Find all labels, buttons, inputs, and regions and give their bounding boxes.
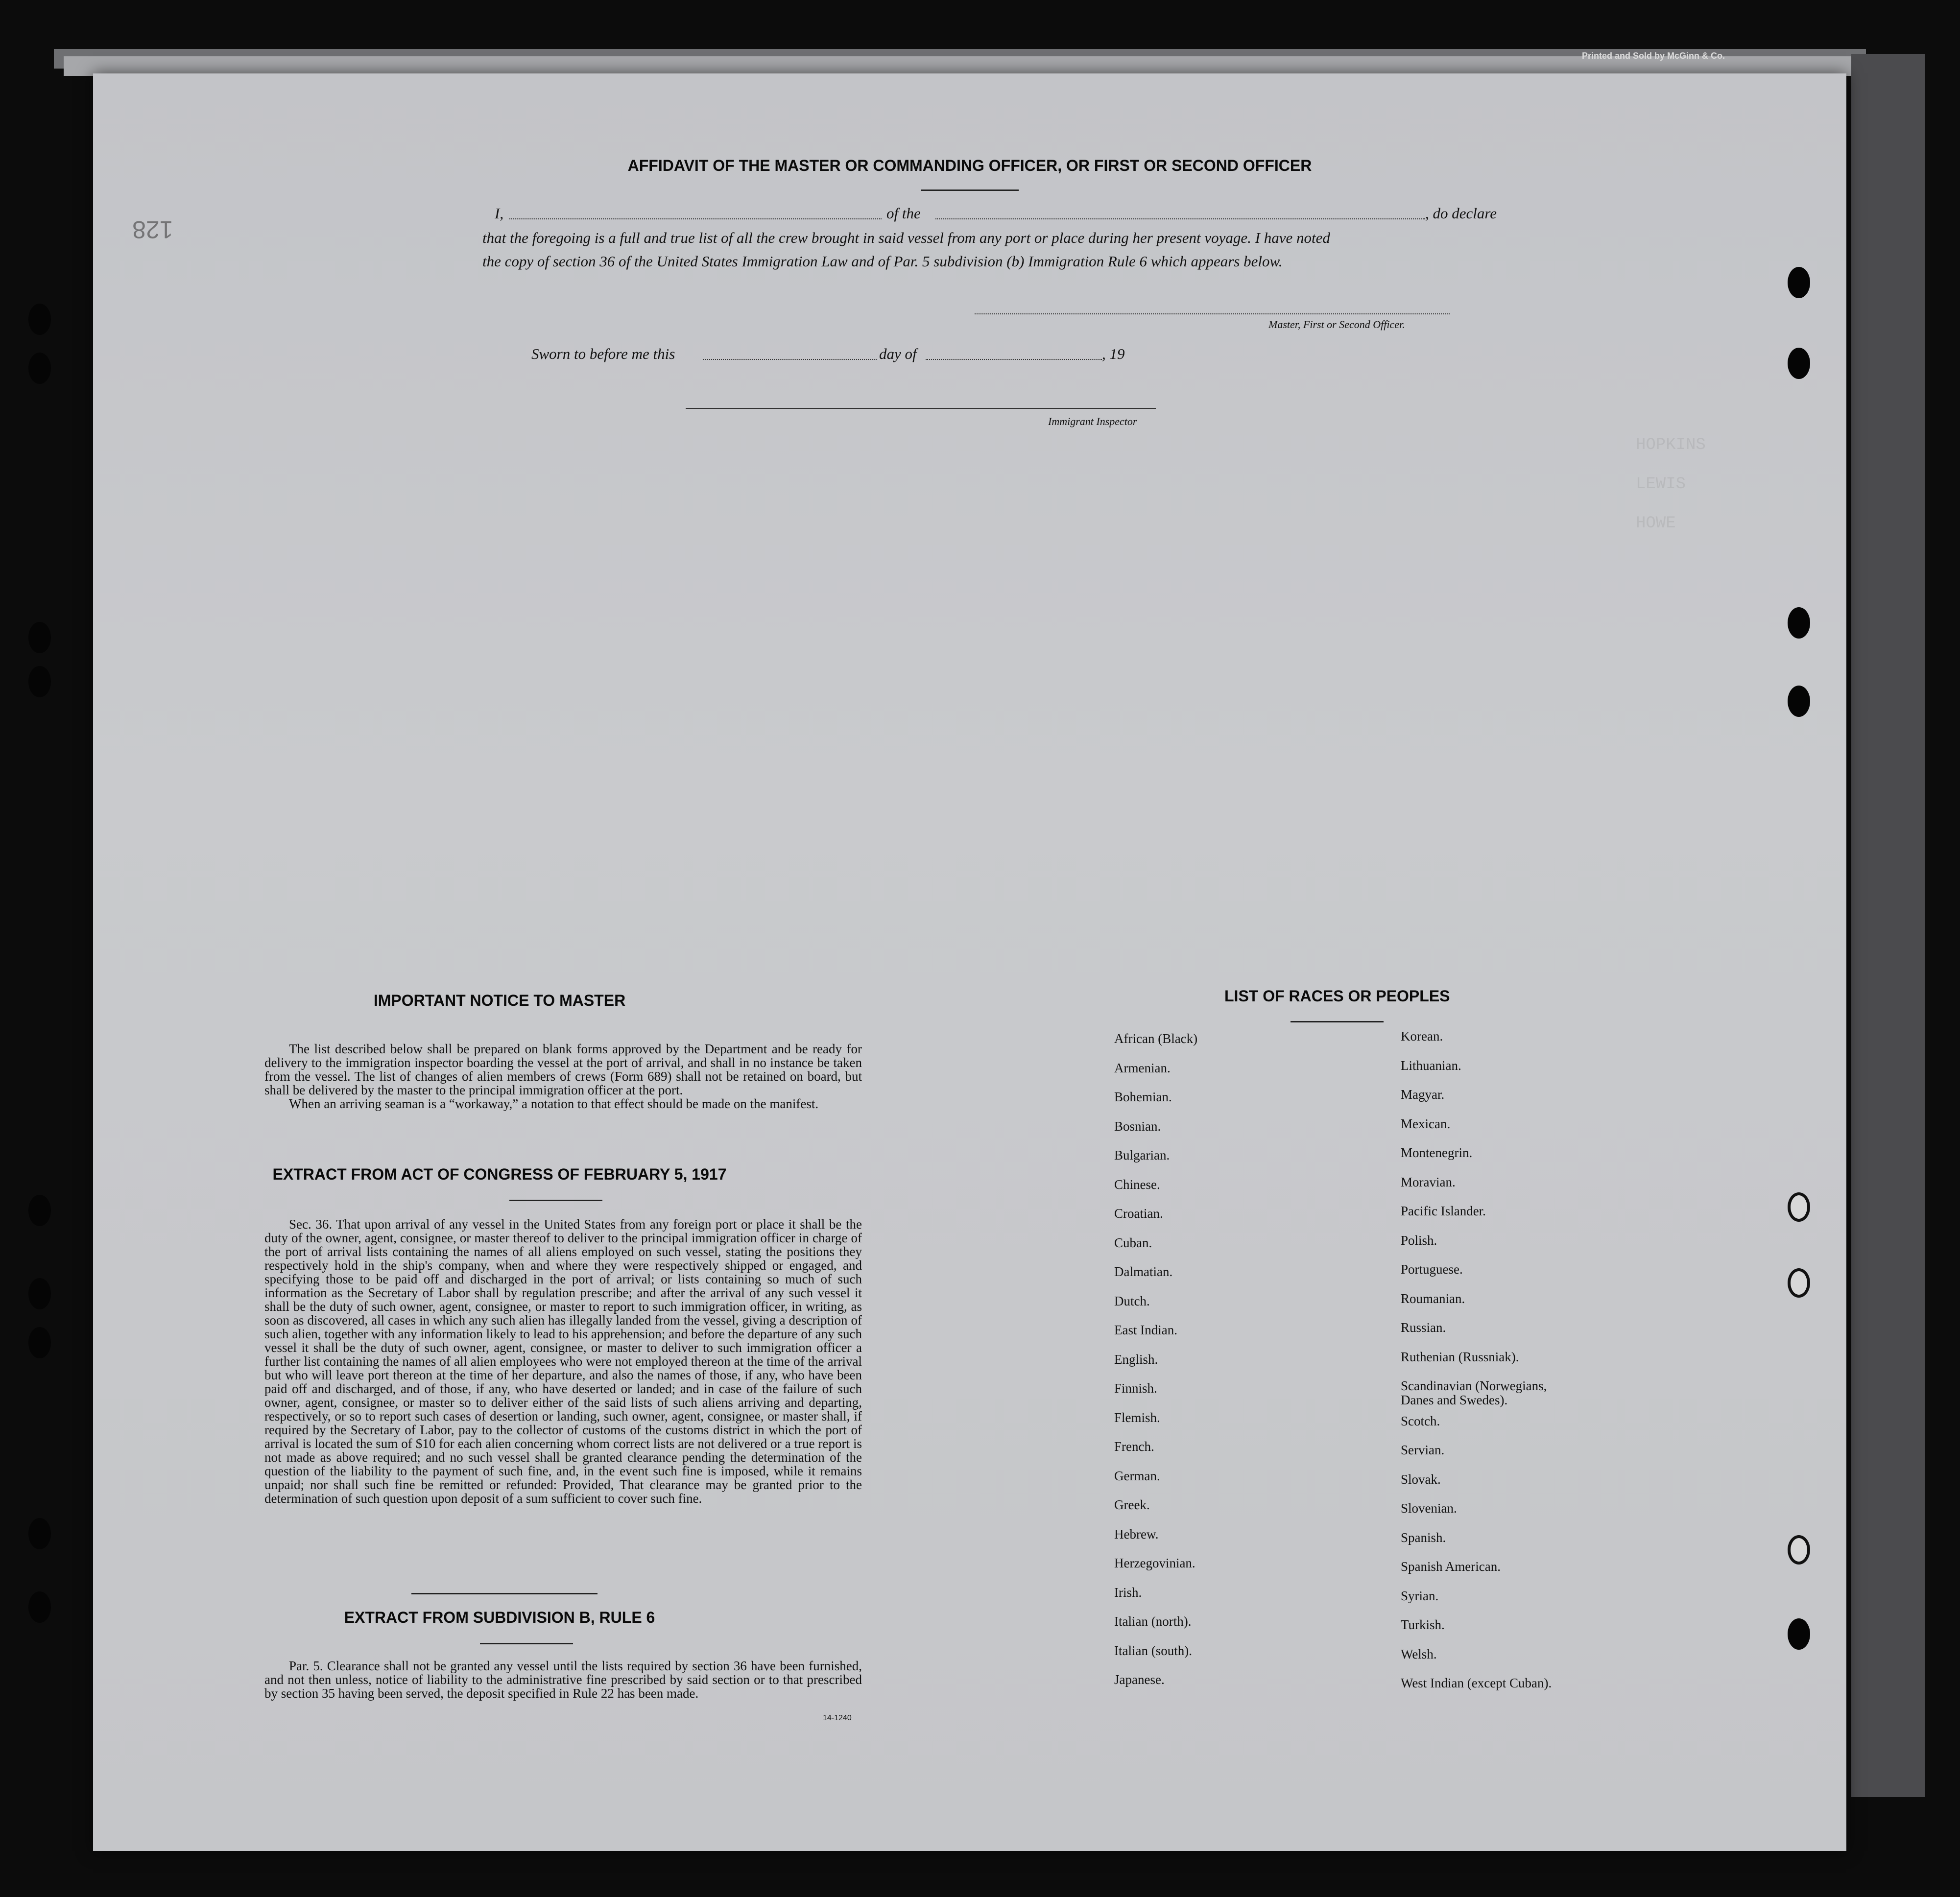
master-signature-label: Master, First or Second Officer. bbox=[1268, 318, 1405, 331]
race-item: Italian (north). bbox=[1114, 1614, 1192, 1629]
punch-hole bbox=[1788, 1618, 1810, 1650]
punch-hole bbox=[28, 353, 51, 384]
bleed-through: LEWIS bbox=[1636, 475, 1686, 494]
race-item: Polish. bbox=[1401, 1233, 1437, 1248]
race-item: Slovenian. bbox=[1401, 1501, 1457, 1516]
punch-hole bbox=[1788, 686, 1810, 717]
notice-paragraph: When an arriving seaman is a “workaway,” a notation to that effect should be made on the manifest. bbox=[289, 1096, 819, 1111]
race-item: Dalmatian. bbox=[1114, 1264, 1173, 1279]
race-item: West Indian (except Cuban). bbox=[1401, 1676, 1552, 1690]
race-item: East Indian. bbox=[1114, 1323, 1177, 1337]
year-label: , 19 bbox=[1102, 345, 1125, 362]
race-item: Welsh. bbox=[1401, 1646, 1437, 1661]
race-item: Montenegrin. bbox=[1401, 1145, 1473, 1160]
race-item: Bulgarian. bbox=[1114, 1148, 1170, 1162]
act-body bbox=[264, 1217, 862, 1505]
race-item: Greek. bbox=[1114, 1497, 1150, 1512]
punch-hole bbox=[28, 622, 51, 653]
master-signature-field[interactable] bbox=[975, 313, 1450, 314]
rule6-paragraph: Par. 5. Clearance shall not be granted any vessel until the lists required by section 36 have been furnished, and not then unless, notice of liability to the administrative fine prescribed by said section or to that prescribed by section 35 having been served, the deposit specified in Rule 22 has been made. bbox=[264, 1659, 862, 1701]
race-item: Russian. bbox=[1401, 1320, 1446, 1335]
punch-hole bbox=[1788, 1535, 1810, 1565]
race-item: Croatian. bbox=[1114, 1206, 1163, 1221]
race-item: Armenian. bbox=[1114, 1060, 1171, 1075]
inspector-signature-field[interactable] bbox=[686, 408, 1156, 409]
punch-hole bbox=[1788, 607, 1810, 639]
punch-hole bbox=[28, 1327, 51, 1358]
race-item: Portuguese. bbox=[1401, 1262, 1463, 1277]
notice-title: IMPORTANT NOTICE TO MASTER bbox=[373, 992, 626, 1009]
race-item: Lithuanian. bbox=[1401, 1058, 1461, 1073]
affidavit-line2: that the foregoing is a full and true list of all the crew brought in said vessel from any port or place during her present voyage. I have noted bbox=[482, 229, 1330, 246]
race-item: Dutch. bbox=[1114, 1293, 1150, 1308]
race-item: English. bbox=[1114, 1352, 1158, 1367]
race-item: Servian. bbox=[1401, 1443, 1445, 1457]
punch-hole bbox=[1788, 1192, 1810, 1222]
race-item: Slovak. bbox=[1401, 1471, 1441, 1487]
notice-paragraph: The list described below shall be prepared on blank forms approved by the Department and be ready for delivery to the immigration inspector boarding the vessel at the port of arrival, and shall in no instance be taken from the vessel. The list of changes of alien members of crews (Form 689) shall not be retained on board, but shall be delivered by the master to the principal immigration officer at the port. bbox=[264, 1042, 862, 1097]
race-item: Spanish. bbox=[1401, 1530, 1446, 1545]
race-item: Finnish. bbox=[1114, 1381, 1157, 1396]
punch-hole bbox=[28, 1591, 51, 1623]
race-item: Irish. bbox=[1114, 1585, 1142, 1600]
race-item: Pacific Islander. bbox=[1401, 1204, 1486, 1218]
race-item: Korean. bbox=[1401, 1029, 1443, 1043]
punch-hole bbox=[28, 304, 51, 335]
race-item: Flemish. bbox=[1114, 1410, 1160, 1425]
race-item: Ruthenian (Russniak). bbox=[1401, 1349, 1519, 1364]
binding-strip bbox=[1851, 54, 1925, 1797]
race-item: Syrian. bbox=[1401, 1588, 1439, 1603]
race-item: Herzegovinian. bbox=[1114, 1556, 1195, 1570]
margin-number: 128 bbox=[132, 216, 173, 243]
punch-hole bbox=[28, 666, 51, 697]
bleed-through: HOWE bbox=[1636, 514, 1676, 533]
affidavit-title: AFFIDAVIT OF THE MASTER OR COMMANDING OFFICER, OR FIRST OR SECOND OFFICER bbox=[627, 157, 1312, 174]
act-title: EXTRACT FROM ACT OF CONGRESS OF FEBRUARY 5, 1917 bbox=[272, 1165, 727, 1183]
vessel-name-field[interactable] bbox=[935, 218, 1425, 219]
divider bbox=[411, 1593, 598, 1594]
rule6-body bbox=[264, 1659, 862, 1700]
punch-hole bbox=[28, 1518, 51, 1549]
race-item: Cuban. bbox=[1114, 1235, 1152, 1250]
race-item: Chinese. bbox=[1114, 1177, 1160, 1192]
inspector-label: Immigrant Inspector bbox=[1048, 415, 1137, 427]
race-item: Moravian. bbox=[1401, 1174, 1456, 1189]
affidavit-i-label: I, bbox=[495, 205, 504, 222]
race-item: French. bbox=[1114, 1439, 1154, 1454]
punch-hole bbox=[1788, 267, 1810, 298]
race-item: Bohemian. bbox=[1114, 1090, 1172, 1104]
race-item: Hebrew. bbox=[1114, 1526, 1159, 1541]
sworn-month-field[interactable] bbox=[926, 359, 1102, 360]
races-left-column bbox=[1114, 1032, 1359, 1747]
punch-hole bbox=[1788, 1268, 1810, 1298]
race-item: Bosnian. bbox=[1114, 1118, 1161, 1134]
affidavit-line1 bbox=[495, 205, 1548, 224]
notice-body bbox=[264, 1042, 862, 1111]
affidavit-line3: the copy of section 36 of the United States Immigration Law and of Par. 5 subdivision (b) Immigration Rule 6 which appears below. bbox=[482, 253, 1283, 270]
form-number: 14-1240 bbox=[823, 1714, 852, 1722]
divider bbox=[921, 190, 1019, 191]
document-sheet bbox=[93, 73, 1846, 1851]
race-item: German. bbox=[1114, 1468, 1160, 1483]
affidavit-of-the-label: of the bbox=[886, 205, 921, 222]
bleed-through: HOPKINS bbox=[1636, 436, 1706, 454]
affidavit-declare-label: , do declare bbox=[1425, 205, 1497, 222]
race-item: Roumanian. bbox=[1401, 1291, 1465, 1306]
race-item: Scotch. bbox=[1401, 1413, 1440, 1428]
officer-name-field[interactable] bbox=[509, 218, 882, 219]
printer-mark: Printed and Sold by McGinn & Co. bbox=[1582, 51, 1725, 61]
race-item: African (Black) bbox=[1114, 1031, 1198, 1046]
race-item: Magyar. bbox=[1401, 1087, 1445, 1102]
race-item: Japanese. bbox=[1114, 1672, 1165, 1687]
race-item: Turkish. bbox=[1401, 1617, 1445, 1632]
rule6-title: EXTRACT FROM SUBDIVISION B, RULE 6 bbox=[344, 1609, 655, 1626]
punch-hole bbox=[28, 1278, 51, 1309]
day-of-label: day of bbox=[879, 345, 917, 362]
sworn-line bbox=[531, 345, 1168, 365]
sworn-label: Sworn to before me this bbox=[531, 345, 675, 362]
act-paragraph: Sec. 36. That upon arrival of any vessel in the United States from any foreign port or place it shall be the duty of the owner, agent, consignee, or master thereof to deliver to the principal immigration officer in charge of the port of arrival lists containing the names of all aliens employed on such vessel, stating the positions they respectively hold in the ship's company, when and where they were respectively shipped or engaged, and specifying those to be paid off and discharged in the port of arrival; or lists containing so much of such information as the Secretary of Labor shall by regulation prescribe; and after the arrival of any such vessel it shall be the duty of such owner, agent, consignee, or master to report to such immigration officer, in writing, as soon as discovered, all cases in which any such alien has illegally landed from the vessel, giving a description of such alien, together with any information likely to lead to his apprehension; and before the departure of any such vessel it shall be the duty of such owner, agent, consignee, or master to deliver to such immigration officer a further list containing the names of all alien employees who were not employed thereon at the time of the arrival but who will leave port thereon at the time of her departure, and also the names of those, if any, who have been paid off and discharged, and of those, if any, who have deserted or landed; and in case of the failure of such owner, agent, consignee, or master so to deliver either of the said lists of such aliens arriving and departing, respectively, or so to report such cases of desertion or landing, such owner, agent, consignee, or master shall, if required by the Secretary of Labor, pay to the collector of customs of the customs district in which the port of arrival is located the sum of $10 for each alien concerning whom correct lists are not delivered or a true report is not made as above required; and no such vessel shall be granted clearance pending the determination of the question of the liability to the payment of such fine, and, in the event such fine is imposed, while it remains unpaid; nor shall such fine be remitted or refunded: Provided, That clearance may be granted prior to the determination of such question upon deposit of a sum sufficient to cover such fine. bbox=[264, 1217, 862, 1506]
punch-hole bbox=[1788, 348, 1810, 379]
race-item: Spanish American. bbox=[1401, 1559, 1501, 1574]
race-item: Italian (south). bbox=[1114, 1643, 1192, 1658]
races-right-column bbox=[1401, 1029, 1646, 1744]
divider bbox=[480, 1643, 573, 1644]
punch-hole bbox=[28, 1195, 51, 1226]
races-title: LIST OF RACES OR PEOPLES bbox=[1224, 987, 1450, 1005]
race-item: Mexican. bbox=[1401, 1116, 1451, 1131]
sworn-day-field[interactable] bbox=[703, 359, 877, 360]
race-item: Scandinavian (Norwegians, Danes and Swedes). bbox=[1401, 1378, 1547, 1407]
divider bbox=[509, 1200, 602, 1201]
divider bbox=[1291, 1021, 1384, 1022]
